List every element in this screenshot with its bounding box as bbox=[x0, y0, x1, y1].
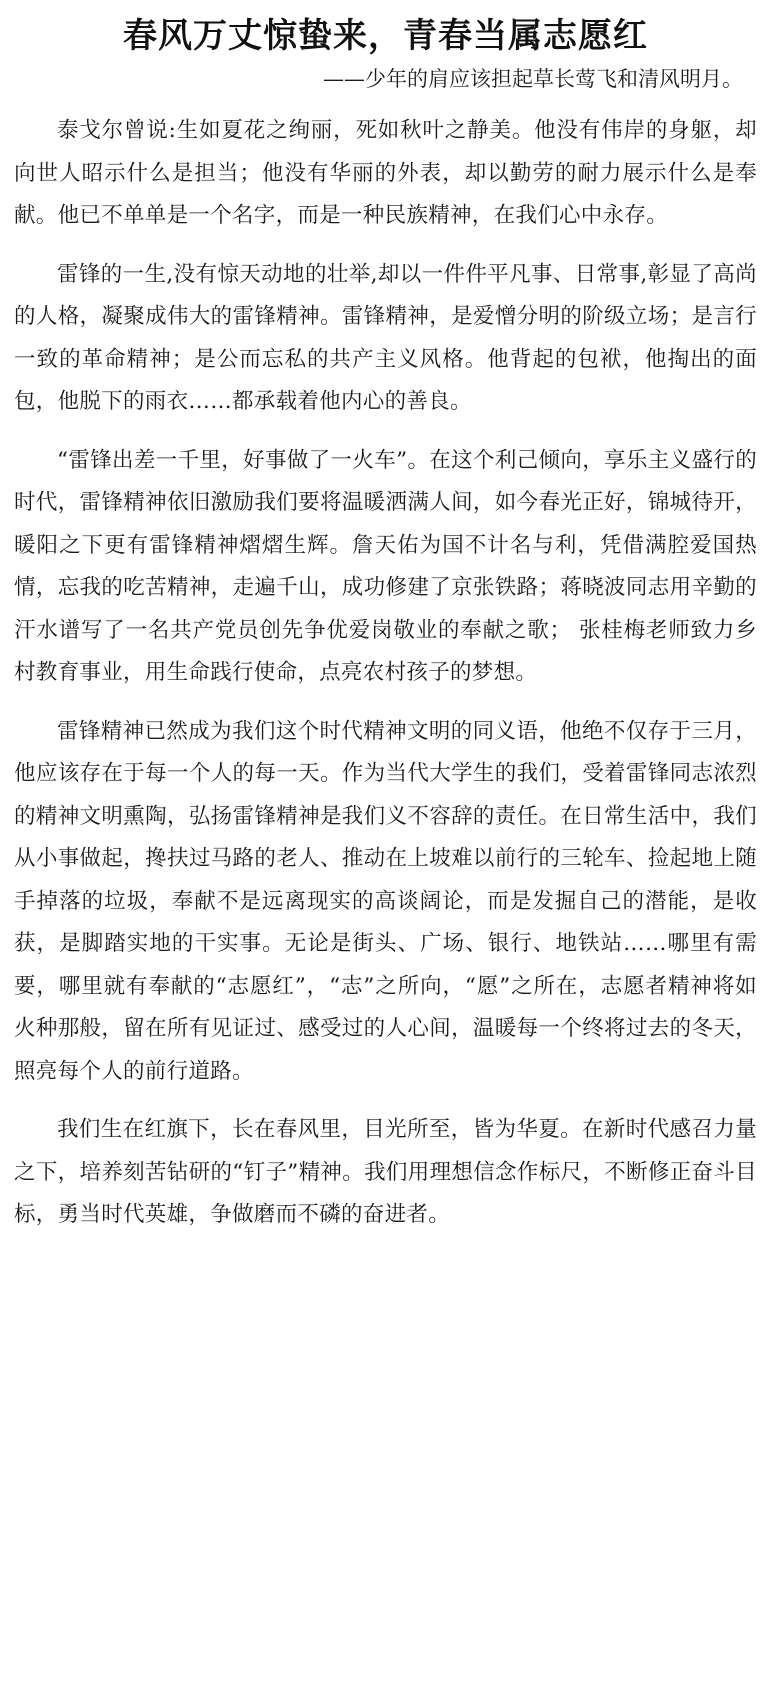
paragraph-4: 雷锋精神已然成为我们这个时代精神文明的同义语，他绝不仅存于三月，他应该存在于每一个人的每一天。作为当代大学生的我们，受着雷锋同志浓烈的精神文明熏陶，弘扬雷锋精神是我们义不容辞的责任。在日常生活中，我们从小事做起，搀扶过马路的老人、推动在上坡难以前行的三轮车、捡起地上随手掉落的垃圾，奉献不是远离现实的高谈阔论，而是发掘自己的潜能，是收获，是脚踏实地的干实事。无论是街头、广场、银行、地铁站……哪里有需要，哪里就有奉献的“志愿红”，“志”之所向，“愿”之所在，志愿者精神将如火种那般，留在所有见证过、感受过的人心间，温暖每一个终将过去的冬天，照亮每个人的前行道路。 bbox=[14, 718, 757, 1084]
paragraph-1: 泰戈尔曾说:生如夏花之绚丽，死如秋叶之静美。他没有伟岸的身躯，却向世人昭示什么是担当；他没有华丽的外表，却以勤劳的耐力展示什么是奉献。他已不单单是一个名字，而是一种民族精神，在我们心中永存。 bbox=[14, 118, 757, 228]
article-subtitle: ——少年的肩应该担起草长莺飞和清风明月。 bbox=[323, 67, 743, 91]
paragraph-5: 我们生在红旗下，长在春风里，目光所至，皆为华夏。在新时代感召力量之下，培养刻苦钻研的“钉子”精神。我们用理想信念作标尺，不断修正奋斗目标，勇当时代英雄，争做磨而不磷的奋进者。 bbox=[14, 1117, 757, 1227]
paragraph-3: “雷锋出差一千里，好事做了一火车”。在这个利己倾向，享乐主义盛行的时代，雷锋精神依旧激励我们要将温暖洒满人间，如今春光正好，锦城待开，暖阳之下更有雷锋精神熠熠生辉。詹天佑为国不计名与利，凭借满腔爱国热情，忘我的吃苦精神，走遍千山，成功修建了京张铁路；蒋晓波同志用辛勤的汗水谱写了一名共产党员创先争优爱岗敬业的奉献之歌； 张桂梅老师致力乡村教育事业，用生命践行使命，点亮农村孩子的梦想。 bbox=[14, 447, 757, 685]
paragraph-2: 雷锋的一生,没有惊天动地的壮举,却以一件件平凡事、日常事,彰显了高尚的人格，凝聚成伟大的雷锋精神。雷锋精神，是爱憎分明的阶级立场；是言行一致的革命精神；是公而忘私的共产主义风格。他背起的包袱，他掏出的面包，他脱下的雨衣……都承载着他内心的善良。 bbox=[14, 261, 757, 414]
article-title: 春风万丈惊蛰来，青春当属志愿红 bbox=[123, 16, 648, 56]
article-body bbox=[14, 110, 757, 1237]
